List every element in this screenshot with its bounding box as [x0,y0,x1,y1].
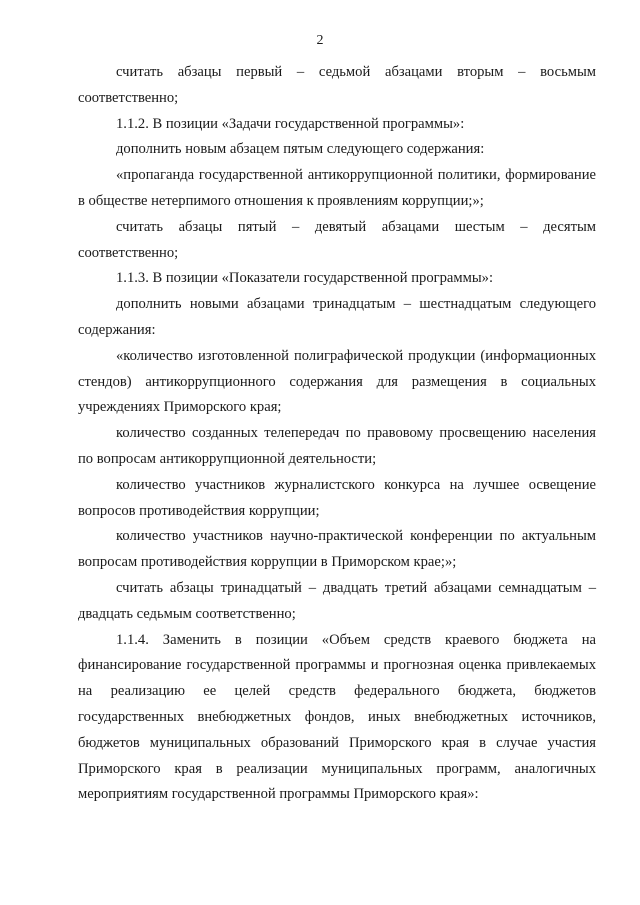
paragraph: 1.1.2. В позиции «Задачи государственной программы»: [116,115,465,132]
paragraph: дополнить новыми абзацами тринадцатым – шестнадцатым следующего содержания: [78,296,596,338]
paragraph: считать абзацы тринадцатый – двадцать третий абзацами семнадцатым – двадцать седьмым соответственно; [78,579,596,622]
paragraph: дополнить новым абзацем пятым следующего содержания: [116,141,485,158]
paragraph: количество созданных телепередач по правовому просвещению населения по вопросам антикоррупционной деятельности; [78,425,596,467]
paragraph: количество участников научно-практической конференции по актуальным вопросам противодействия коррупции в Приморском крае;»; [78,528,596,571]
paragraph: количество участников журналистского конкурса на лучшее освещение вопросов противодействия коррупции; [78,476,596,519]
paragraph: «количество изготовленной полиграфической продукции (информационных стендов) антикоррупционного содержания для размещения в социальных учреждениях Приморского края; [78,347,596,416]
page-number: 2 [316,33,324,48]
paragraph: «пропаганда государственной антикоррупционной политики, формирование в обществе нетерпимого отношения к проявлениям коррупции;»; [78,167,596,209]
paragraph: 1.1.4. Заменить в позиции «Объем средств краевого бюджета на финансирование государственной программы и прогнозная оценка привлекаемых на реализацию ее целей средств федерального бюджета, бюджетов государственных внебюджетных фондов, иных внебюджетных источников, бюджетов муниципальных образований Приморского края в случае участия Приморского края в реализации муниципальных программ, аналогичных мероприятиям государственной программы Приморского края»: [78,631,596,803]
paragraph: считать абзацы первый – седьмой абзацами вторым – восьмым соответственно; [78,64,596,106]
document-body [78,60,596,808]
paragraph: считать абзацы пятый – девятый абзацами шестым – десятым соответственно; [78,218,596,261]
paragraph: 1.1.3. В позиции «Показатели государственной программы»: [116,270,494,287]
